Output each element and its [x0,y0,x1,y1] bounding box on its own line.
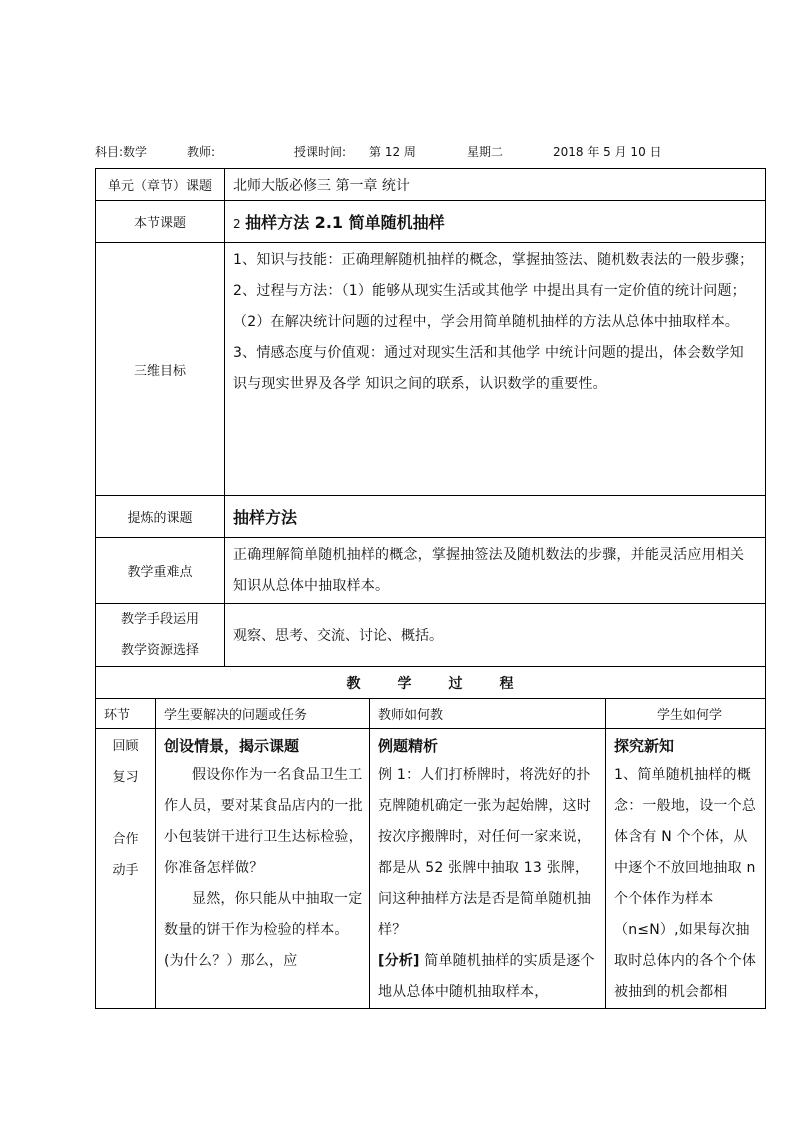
week-text: 第 12 周 [369,145,416,159]
lesson-row [96,201,766,243]
lesson-header [95,143,765,163]
teacher-title: 例题精析 [378,737,439,755]
lesson-label: 本节课题 [96,201,225,243]
col-task: 学生要解决的问题或任务 [156,699,370,729]
teacher-cell [370,729,606,1009]
student-p1: 1、简单随机抽样的概念：一般地，设一个总体含有 N 个个体，从中逐个不放回地抽取 n 个个体作为样本（n≤N）,如果每次抽取时总体内的各个个体被抽到的机会都相 [614,767,757,1000]
unit-value: 北师大版必修三 第一章 统计 [225,169,766,201]
means-label-1: 教学手段运用 [121,612,200,627]
goal-1: 1、知识与技能：正确理解随机抽样的概念，掌握抽签法、随机数表法的一般步骤； [233,252,754,268]
stage-cell [96,729,156,1009]
teacher-p1: 例 1：人们打桥牌时，将洗好的扑克牌随机确定一张为起始牌，这时按次序搬牌时，对任何一家来说，都是从 52 张牌中抽取 13 张牌，问这种抽样方法是否是简单随机抽样？ [378,767,592,938]
goals-label: 三维目标 [96,243,225,496]
task-title: 创设情景，揭示课题 [164,737,300,755]
stage-coop-2: 动手 [112,863,139,878]
lesson-prefix: 2 [233,217,241,231]
means-row [96,604,766,667]
process-header-row [96,699,766,729]
goals-cell [225,243,766,496]
means-label [96,604,225,667]
keypoints-label: 教学重难点 [96,538,225,604]
stage-review-2: 复习 [112,770,139,785]
means-label-2: 教学资源选择 [121,643,200,658]
teacher-tag: [分析] [378,953,420,969]
goals-row [96,243,766,496]
lesson-value: 抽样方法 2.1 简单随机抽样 [245,213,445,232]
process-title-row [96,667,766,699]
keypoints-value: 正确理解简单随机抽样的概念，掌握抽签法及随机数法的步骤，并能灵活应用相关知识从总体中抽取样本。 [233,546,745,594]
stage-coop-1: 合作 [112,832,139,847]
unit-label: 单元（章节）课题 [96,169,225,201]
col-stage: 环节 [96,699,156,729]
goal-2: 2、过程与方法：（1）能够从现实生活或其他学 中提出具有一定价值的统计问题；（2）在解决统计问题的过程中，学会用简单随机抽样的方法从总体中抽取样本。 [233,283,746,330]
unit-row [96,169,766,201]
task-p2: 显然，你只能从中抽取一定数量的饼干作为检验的样本。(为什么？）那么，应 [164,891,363,969]
stage-review-1: 回顾 [112,739,139,754]
col-teacher: 教师如何教 [370,699,606,729]
teacher-text: 教师: [187,145,216,159]
col-student: 学生如何学 [606,699,766,729]
keypoints-cell [225,538,766,604]
refined-label: 提炼的课题 [96,496,225,538]
refined-row [96,496,766,538]
subject-text: 科目:数学 [95,145,148,159]
time-label: 授课时间: [294,145,347,159]
keypoints-row [96,538,766,604]
goal-3: 3、情感态度与价值观：通过对现实生活和其他学 中统计问题的提出，体会数学知识与现实世界及各学 知识之间的联系，认识数学的重要性。 [233,345,744,392]
teacher-p2: [分析] 简单随机抽样的实质是逐个地从总体中随机抽取样本， [378,953,595,1000]
task-p1: 假设你作为一名食品卫生工作人员，要对某食品店内的一批小包装饼干进行卫生达标检验，你准备怎样做？ [164,767,363,876]
task-cell [156,729,370,1009]
process-title: 教 学 过 程 [96,667,766,699]
lesson-title [225,201,766,243]
means-value: 观察、思考、交流、讨论、概括。 [225,604,766,667]
process-body-row [96,729,766,1009]
student-title: 探究新知 [614,737,675,755]
date-text: 2018 年 5 月 10 日 [553,145,662,159]
weekday-text: 星期二 [467,145,504,159]
student-cell [606,729,766,1009]
lesson-plan-table [95,168,766,1009]
refined-value: 抽样方法 [225,496,766,538]
